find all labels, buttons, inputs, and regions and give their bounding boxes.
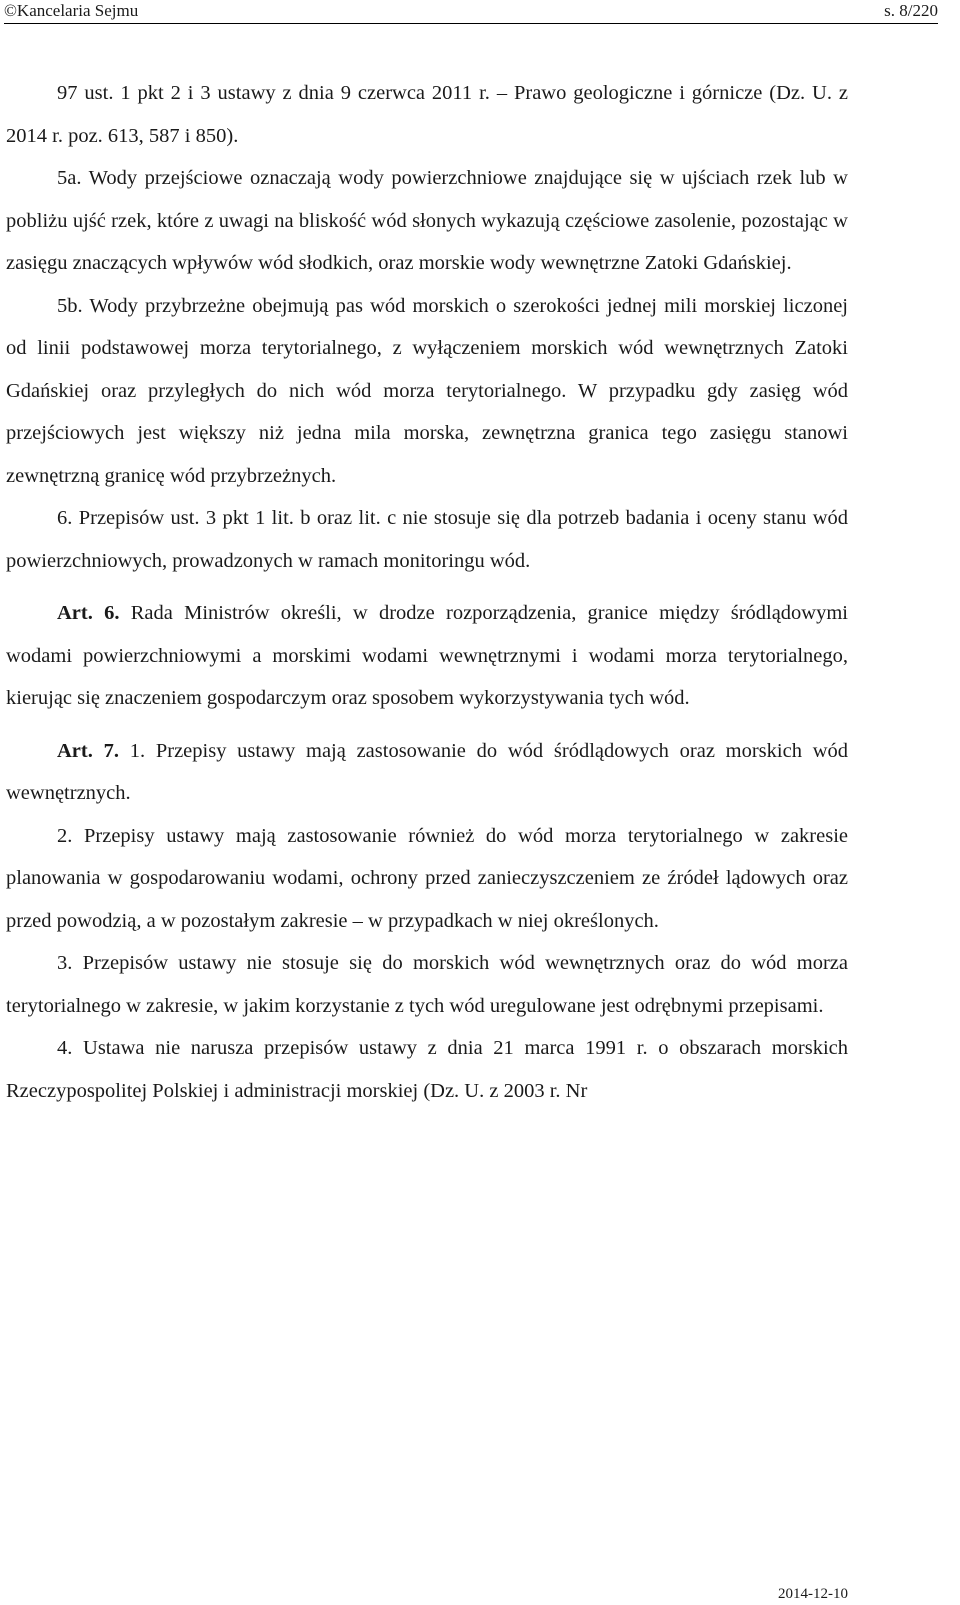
paragraph-art7-4: 4. Ustawa nie narusza przepisów ustawy z dnia 21 marca 1991 r. o obszarach morskich Rzeczypospolitej Polskiej i administracji morskiej (Dz. U. z 2003 r. Nr xyxy=(6,1037,848,1102)
header-source: ©Kancelaria Sejmu xyxy=(4,1,139,20)
page-header xyxy=(4,0,938,24)
paragraph-art7-2: 2. Przepisy ustawy mają zastosowanie również do wód morza terytorialnego w zakresie planowania w gospodarowaniu wodami, ochrony przed zanieczyszczeniem ze źródeł lądowych oraz przed powodzią, a w pozostałym zakresie – w przypadkach w niej określonych. xyxy=(6,824,848,932)
article-7-label: Art. 7. xyxy=(57,739,119,762)
article-7-text: 1. Przepisy ustawy mają zastosowanie do wód śródlądowych oraz morskich wód wewnętrznych. xyxy=(6,739,849,804)
paragraph-art5-6: 6. Przepisów ust. 3 pkt 1 lit. b oraz lit. c nie stosuje się dla potrzeb badania i oceny stanu wód powierzchniowych, prowadzonych w ramach monitoringu wód. xyxy=(6,507,848,572)
footer-date: 2014-12-10 xyxy=(778,1586,848,1602)
paragraph-art7-3: 3. Przepisów ustawy nie stosuje się do morskich wód wewnętrznych oraz do wód morza terytorialnego w zakresie, w jakim korzystanie z tych wód uregulowane jest odrębnymi przepisami. xyxy=(6,952,848,1017)
paragraph-art5-5a: 5a. Wody przejściowe oznaczają wody powierzchniowe znajdujące się w ujściach rzek lub w pobliżu ujść rzek, które z uwagi na bliskość wód słonych wykazują częściowe zasolenie, pozostając w zasięgu znaczących wpływów wód słodkich, oraz morskie wody wewnętrzne Zatoki Gdańskiej. xyxy=(6,167,848,274)
article-6-text: Rada Ministrów określi, w drodze rozporządzenia, granice między śródlądowymi wodami powierzchniowymi a morskimi wodami wewnętrznymi i wodami morza terytorialnego, kierując się znaczeniem gospodarczym oraz sposobem wykorzystywania tych wód. xyxy=(6,602,849,709)
paragraph-art7-1 xyxy=(6,730,848,815)
document-body xyxy=(6,72,848,1112)
paragraph-art6 xyxy=(6,592,848,720)
article-6-label: Art. 6. xyxy=(57,602,120,624)
header-page-number: s. 8/220 xyxy=(884,1,938,20)
paragraph-art5-ref: 97 ust. 1 pkt 2 i 3 ustawy z dnia 9 czerwca 2011 r. – Prawo geologiczne i górnicze (Dz. U. z 2014 r. poz. 613, 587 i 850). xyxy=(6,82,848,147)
paragraph-art5-5b: 5b. Wody przybrzeżne obejmują pas wód morskich o szerokości jednej mili morskiej liczonej od linii podstawowej morza terytorialnego, z wyłączeniem morskich wód wewnętrznych Zatoki Gdańskiej oraz przyległych do nich wód morza terytorialnego. W przypadku gdy zasięg wód przejściowych jest większy niż jedna mila morska, zewnętrzna granica tego zasięgu stanowi zewnętrzną granicę wód przybrzeżnych. xyxy=(6,294,848,487)
header-rule xyxy=(4,23,938,24)
